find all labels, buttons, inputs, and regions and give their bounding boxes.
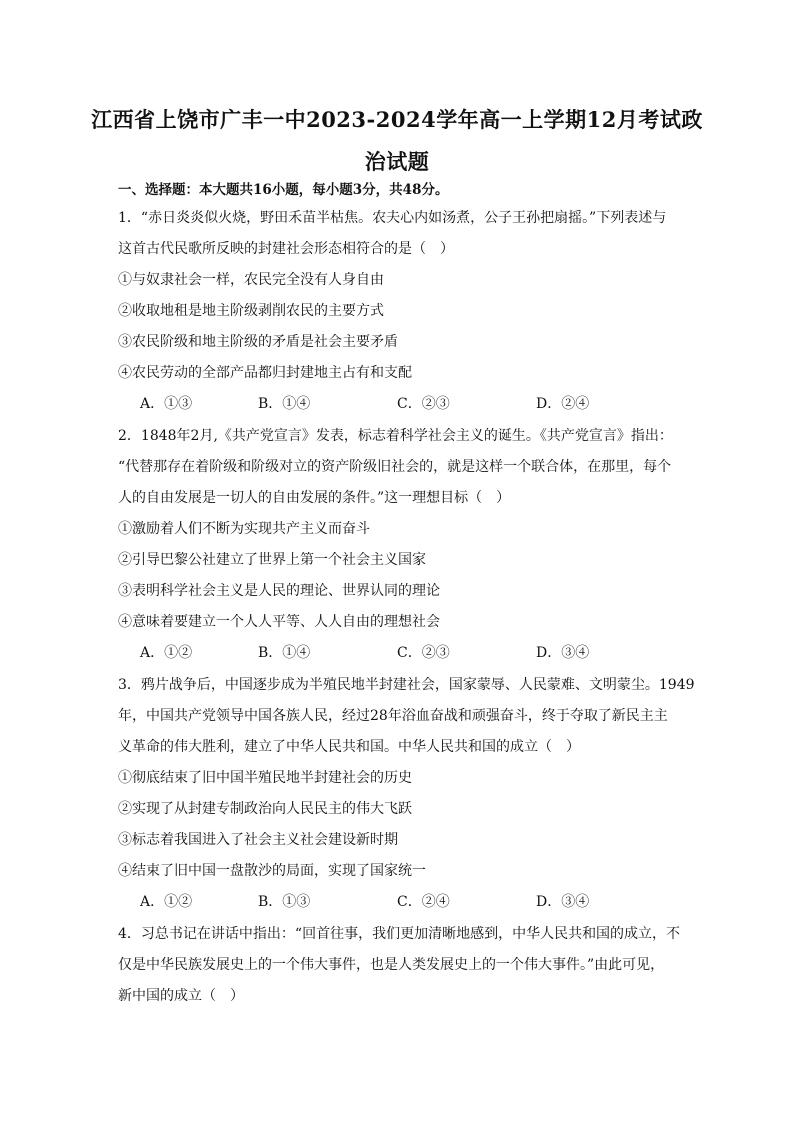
question-3-stem-line-2: 年，中国共产党领导中国各族人民，经过28年浴血奋战和顽强奋斗，终于夺取了新民主主	[118, 708, 668, 724]
question-1-statement-1: ①与奴隶社会一样，农民完全没有人身自由	[118, 272, 384, 288]
question-2-option-c: C．②③	[397, 645, 450, 661]
question-2-stem-line-3: 人的自由发展是一切人的自由发展的条件。”这一理想目标（ ）	[118, 490, 511, 506]
question-2-option-a: A．①②	[140, 645, 193, 661]
question-2-options	[118, 643, 698, 663]
question-3-stem-line-1: 3．鸦片战争后，中国逐步成为半殖民地半封建社会，国家蒙辱、人民蒙难、文明蒙尘。1949	[118, 677, 695, 693]
question-2-statement-3: ③表明科学社会主义是人民的理论、世界认同的理论	[118, 583, 440, 599]
question-1-options	[118, 394, 698, 414]
section-heading: 一、选择题：本大题共16小题，每小题3分，共48分。	[118, 182, 449, 198]
question-1-option-c: C．②③	[397, 396, 450, 412]
question-1-option-a: A．①③	[140, 396, 193, 412]
question-2-option-d: D．③④	[536, 645, 590, 661]
question-3-statement-2: ②实现了从封建专制政治向人民民主的伟大飞跃	[118, 801, 412, 817]
question-2-statement-1: ①激励着人们不断为实现共产主义而奋斗	[118, 521, 370, 537]
question-3-option-d: D．③④	[536, 894, 590, 910]
question-3-option-c: C．②④	[397, 894, 450, 910]
question-3-statement-4: ④结束了旧中国一盘散沙的局面，实现了国家统一	[118, 863, 426, 879]
question-3-option-a: A．①②	[140, 894, 193, 910]
exam-title-line-1: 江西省上饶市广丰一中2023-2024学年高一上学期12月考试政	[91, 107, 703, 132]
exam-title-line-2: 治试题	[364, 149, 430, 174]
question-2-stem-line-2: “代替那存在着阶级和阶级对立的资产阶级旧社会的，就是这样一个联合体，在那里，每个	[118, 459, 672, 475]
question-3-options	[118, 892, 698, 912]
question-1-statement-3: ③农民阶级和地主阶级的矛盾是社会主要矛盾	[118, 334, 398, 350]
question-3-stem-line-3: 义革命的伟大胜利，建立了中华人民共和国。中华人民共和国的成立（ ）	[118, 739, 580, 755]
question-4-stem-line-1: 4．习总书记在讲话中指出：“回首往事，我们更加清晰地感到，中华人民共和国的成立，不	[118, 926, 681, 942]
question-1-statement-2: ②收取地租是地主阶级剥削农民的主要方式	[118, 303, 384, 319]
question-1-stem-line-1: 1．“赤日炎炎似火烧，野田禾苗半枯焦。农夫心内如汤煮，公子王孙把扇摇。”下列表述与	[118, 210, 667, 226]
question-1-stem-line-2: 这首古代民歌所反映的封建社会形态相符合的是（ ）	[118, 241, 454, 257]
question-1-statement-4: ④农民劳动的全部产品都归封建地主占有和支配	[118, 365, 412, 381]
question-2-statement-2: ②引导巴黎公社建立了世界上第一个社会主义国家	[118, 552, 426, 568]
question-4-stem-line-2: 仅是中华民族发展史上的一个伟大事件，也是人类发展史上的一个伟大事件。”由此可见，	[118, 957, 665, 973]
question-1-option-d: D．②④	[536, 396, 590, 412]
question-3-option-b: B．①③	[258, 894, 311, 910]
question-3-statement-3: ③标志着我国进入了社会主义社会建设新时期	[118, 832, 398, 848]
question-1-option-b: B．①④	[258, 396, 311, 412]
question-4-stem-line-3: 新中国的成立（ ）	[118, 988, 244, 1004]
question-2-statement-4: ④意味着要建立一个人人平等、人人自由的理想社会	[118, 614, 440, 630]
question-2-stem-line-1: 2．1848年2月,《共产党宣言》发表，标志着科学社会主义的诞生。《共产党宣言》指出：	[118, 428, 673, 444]
question-3-statement-1: ①彻底结束了旧中国半殖民地半封建社会的历史	[118, 770, 412, 786]
question-2-option-b: B．①④	[258, 645, 311, 661]
